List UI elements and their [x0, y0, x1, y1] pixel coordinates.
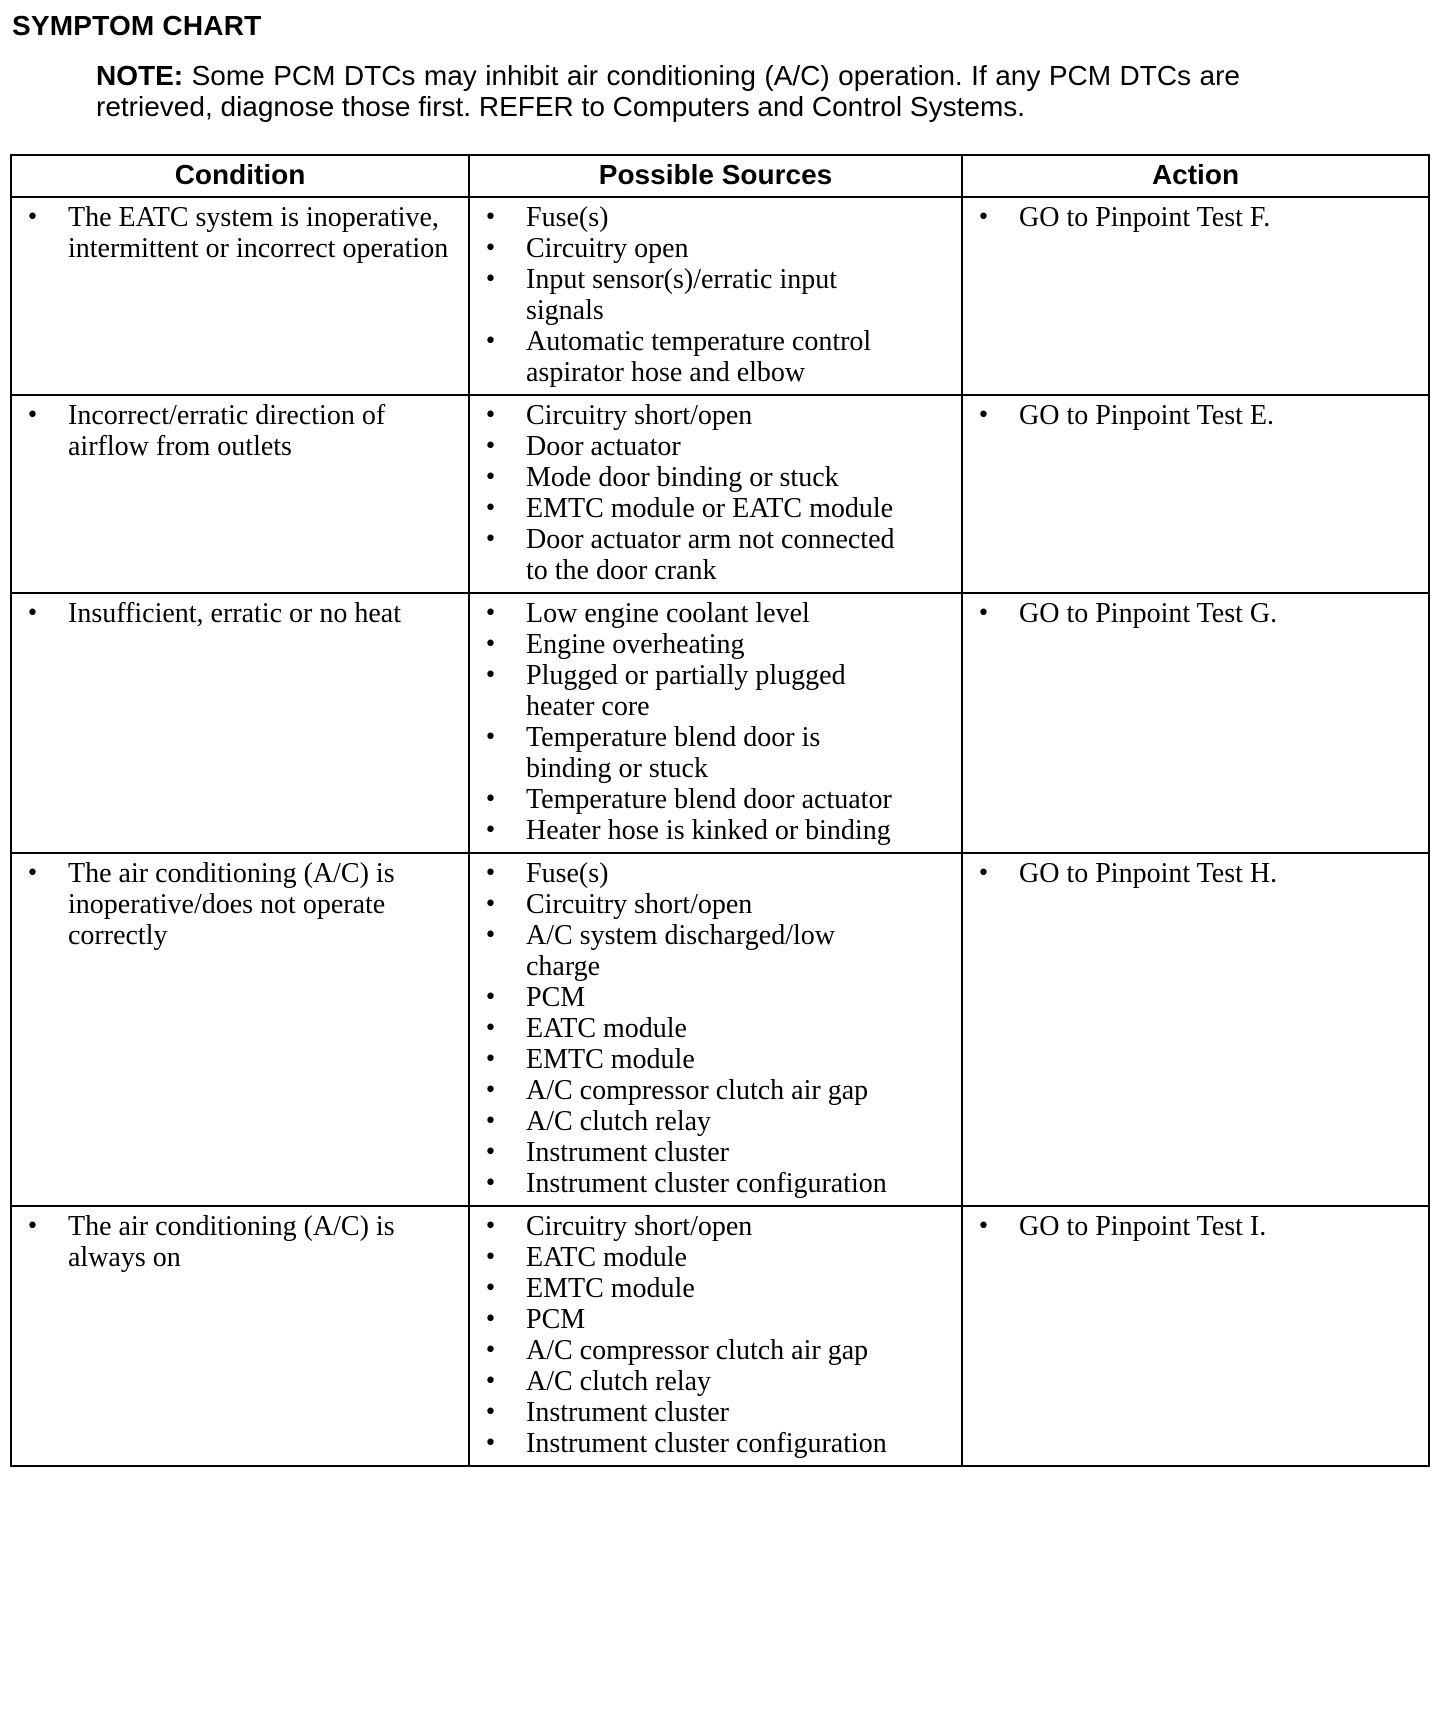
source-item: • Circuitry short/open: [470, 1211, 961, 1242]
action-cell: [962, 395, 1429, 593]
condition-cell: [11, 395, 469, 593]
table-row: [11, 395, 1429, 593]
condition-cell: [11, 1206, 469, 1466]
header-action: Action: [962, 155, 1429, 197]
source-item: • Input sensor(s)/erratic input signals: [470, 264, 961, 326]
source-item: • EMTC module: [470, 1273, 961, 1304]
symptom-chart-table: [10, 154, 1430, 1467]
source-item: • Plugged or partially plugged heater core: [470, 660, 961, 722]
condition-text: • The air conditioning (A/C) is always on: [12, 1211, 468, 1273]
action-text: • GO to Pinpoint Test E.: [963, 400, 1428, 431]
source-item: • PCM: [470, 1304, 961, 1335]
condition-text: • The EATC system is inoperative, intermittent or incorrect operation: [12, 202, 468, 264]
source-item: • Instrument cluster configuration: [470, 1168, 961, 1199]
source-item: • EMTC module or EATC module: [470, 493, 961, 524]
note-label: NOTE:: [96, 60, 184, 91]
condition-text: • The air conditioning (A/C) is inoperative/does not operate correctly: [12, 858, 468, 951]
source-item: • A/C clutch relay: [470, 1366, 961, 1397]
sources-cell: [469, 853, 962, 1206]
source-item: • A/C clutch relay: [470, 1106, 961, 1137]
source-item: • EMTC module: [470, 1044, 961, 1075]
sources-cell: [469, 1206, 962, 1466]
source-item: • A/C compressor clutch air gap: [470, 1075, 961, 1106]
page-title: SYMPTOM CHART: [12, 10, 262, 41]
source-item: • Instrument cluster: [470, 1397, 961, 1428]
note-paragraph: [96, 60, 1240, 122]
source-item: • Low engine coolant level: [470, 598, 961, 629]
source-item: • EATC module: [470, 1013, 961, 1044]
header-possible-sources: Possible Sources: [469, 155, 962, 197]
sources-cell: [469, 593, 962, 853]
action-cell: [962, 593, 1429, 853]
table-row: [11, 853, 1429, 1206]
action-text: • GO to Pinpoint Test H.: [963, 858, 1428, 889]
sources-cell: [469, 197, 962, 395]
condition-text: • Incorrect/erratic direction of airflow from outlets: [12, 400, 468, 462]
note-text: Some PCM DTCs may inhibit air conditioning (A/C) operation. If any PCM DTCs are retrieved, diagnose those first. REFER to Computers and Control Systems.: [96, 60, 1240, 122]
action-cell: [962, 853, 1429, 1206]
source-item: • Temperature blend door actuator: [470, 784, 961, 815]
action-text: • GO to Pinpoint Test I.: [963, 1211, 1428, 1242]
condition-text: • Insufficient, erratic or no heat: [12, 598, 468, 629]
condition-cell: [11, 197, 469, 395]
source-item: • Temperature blend door is binding or stuck: [470, 722, 961, 784]
action-text: • GO to Pinpoint Test F.: [963, 202, 1428, 233]
condition-cell: [11, 853, 469, 1206]
sources-cell: [469, 395, 962, 593]
action-cell: [962, 197, 1429, 395]
table-row: [11, 1206, 1429, 1466]
source-item: • Circuitry short/open: [470, 889, 961, 920]
header-condition: Condition: [11, 155, 469, 197]
source-item: • A/C compressor clutch air gap: [470, 1335, 961, 1366]
source-item: • Heater hose is kinked or binding: [470, 815, 961, 846]
source-item: • Automatic temperature control aspirator hose and elbow: [470, 326, 961, 388]
source-item: • Door actuator arm not connected to the door crank: [470, 524, 961, 586]
action-cell: [962, 1206, 1429, 1466]
source-item: • Fuse(s): [470, 858, 961, 889]
source-item: • Mode door binding or stuck: [470, 462, 961, 493]
source-item: • Instrument cluster: [470, 1137, 961, 1168]
source-item: • Fuse(s): [470, 202, 961, 233]
table-row: [11, 197, 1429, 395]
source-item: • Circuitry short/open: [470, 400, 961, 431]
source-item: • Circuitry open: [470, 233, 961, 264]
source-item: • Engine overheating: [470, 629, 961, 660]
source-item: • Instrument cluster configuration: [470, 1428, 961, 1459]
source-item: • A/C system discharged/low charge: [470, 920, 961, 982]
source-item: • Door actuator: [470, 431, 961, 462]
source-item: • EATC module: [470, 1242, 961, 1273]
table-row: [11, 593, 1429, 853]
table-header-row: [11, 155, 1429, 197]
condition-cell: [11, 593, 469, 853]
action-text: • GO to Pinpoint Test G.: [963, 598, 1428, 629]
source-item: • PCM: [470, 982, 961, 1013]
